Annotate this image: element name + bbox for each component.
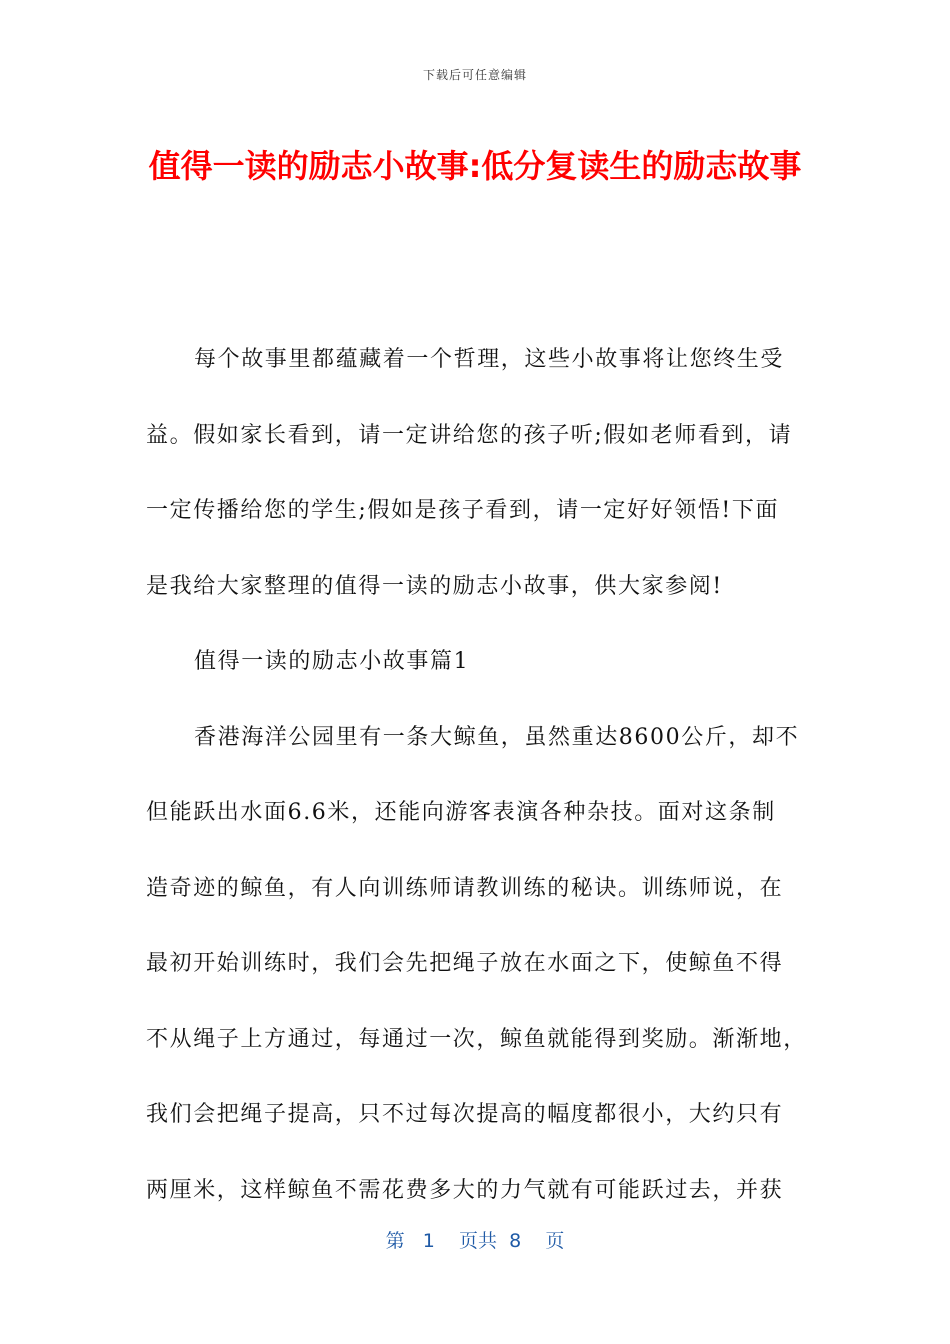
page-label-suffix: 页 bbox=[545, 1230, 565, 1252]
total-pages-number: 8 bbox=[509, 1230, 522, 1252]
paragraph-line: 造奇迹的鲸鱼，有人向训练师请教训练的秘诀。训练师说，在 bbox=[146, 875, 784, 901]
paragraph-line: 是我给大家整理的值得一读的励志小故事，供大家参阅! bbox=[146, 573, 723, 599]
paragraph-line: 最初开始训练时，我们会先把绳子放在水面之下，使鲸鱼不得 bbox=[146, 951, 784, 976]
paragraph-line: 两厘米，这样鲸鱼不需花费多大的力气就有可能跃过去，并获 bbox=[146, 1177, 784, 1203]
document-title: 值得一读的励志小故事:低分复读生的励志故事 bbox=[148, 147, 802, 185]
page-footer bbox=[0, 1226, 950, 1253]
section-heading: 值得一读的励志小故事篇1 bbox=[194, 649, 470, 674]
paragraph-line: 香港海洋公园里有一条大鲸鱼，虽然重达8600公斤，却不 bbox=[194, 724, 800, 750]
paragraph-line: 我们会把绳子提高，只不过每次提高的幅度都很小，大约只有 bbox=[146, 1102, 784, 1127]
paragraph-line: 每个故事里都蕴藏着一个哲理，这些小故事将让您终生受 bbox=[194, 347, 785, 372]
paragraph-line: 益。假如家长看到，请一定讲给您的孩子听;假如老师看到，请 bbox=[146, 422, 793, 448]
page-label-prefix: 第 bbox=[385, 1230, 405, 1252]
page-label-middle: 页共 bbox=[459, 1230, 498, 1252]
current-page-number: 1 bbox=[422, 1230, 435, 1252]
paragraph-line: 但能跃出水面6.6米，还能向游客表演各种杂技。面对这条制 bbox=[146, 800, 776, 825]
header-note: 下载后可任意编辑 bbox=[422, 68, 527, 82]
paragraph-line: 一定传播给您的学生;假如是孩子看到，请一定好好领悟!下面 bbox=[146, 498, 780, 523]
paragraph-line: 不从绳子上方通过，每通过一次，鲸鱼就能得到奖励。渐渐地， bbox=[146, 1026, 807, 1052]
document-body bbox=[146, 322, 808, 1228]
